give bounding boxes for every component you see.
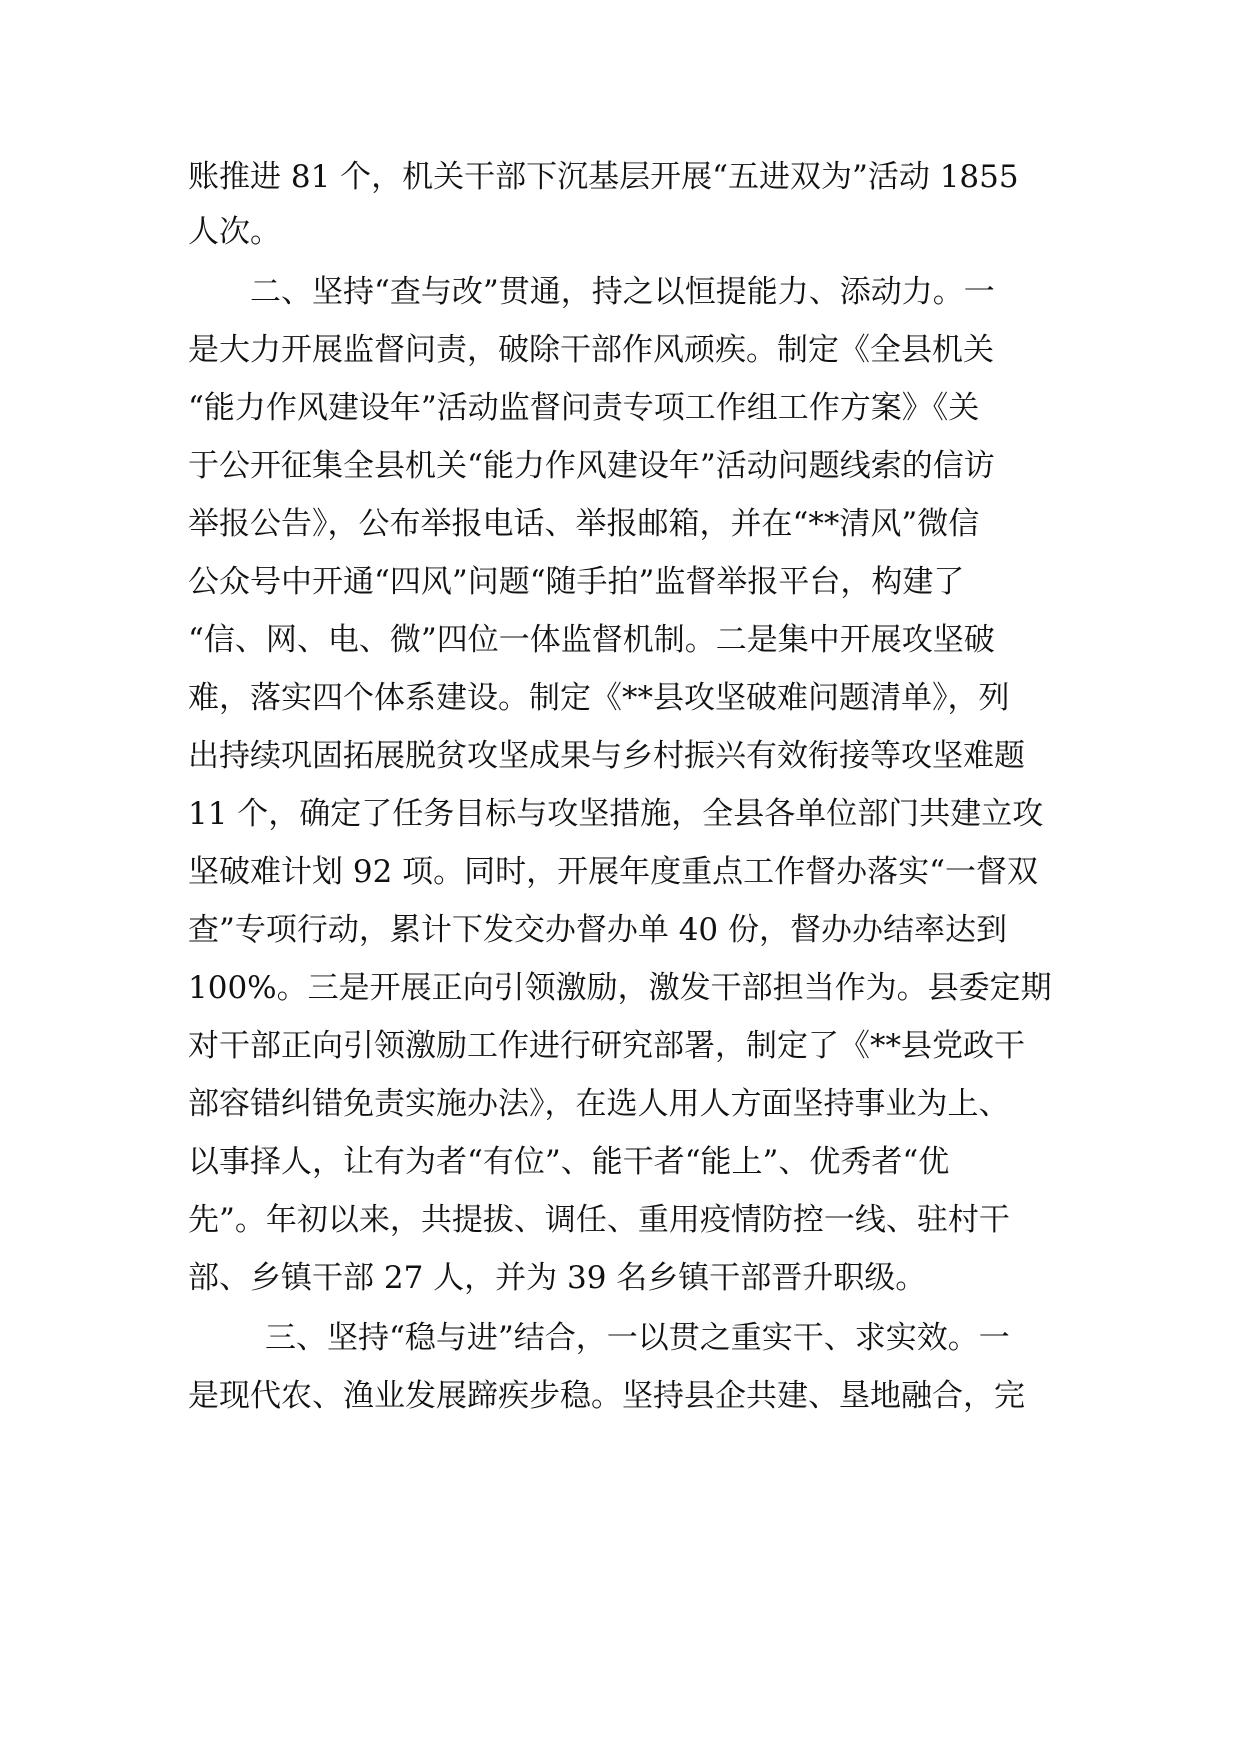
text-line: 先”。年初以来，共提拔、调任、重用疫情防控一线、驻村干 xyxy=(188,1202,1010,1238)
text-line: 举报公告》，公布举报电话、举报邮箱，并在“**清风”微信 xyxy=(188,506,980,542)
text-line: 于公开征集全县机关“能力作风建设年”活动问题线索的信访 xyxy=(188,448,995,484)
section-heading-2: 二、坚持“查与改”贯通，持之以恒提能力、添动力。一 xyxy=(250,274,995,310)
text-line: 坚破难计划 92 项。同时，开展年度重点工作督办落实“一督双 xyxy=(188,854,1038,890)
text-line: “信、网、电、微”四位一体监督机制。二是集中开展攻坚破 xyxy=(188,622,995,658)
text-line: 出持续巩固拓展脱贫攻坚成果与乡村振兴有效衔接等攻坚难题 xyxy=(188,738,1025,774)
text-line: 是现代农、渔业发展蹄疾步稳。坚持县企共建、垦地融合，完 xyxy=(188,1378,1025,1414)
section-heading-3: 三、坚持“稳与进”结合，一以贯之重实干、求实效。一 xyxy=(265,1320,1010,1356)
text-line: 账推进 81 个，机关干部下沉基层开展“五进双为”活动 1855 xyxy=(188,159,1019,195)
text-line: 100%。三是开展正向引领激励，激发干部担当作为。县委定期 xyxy=(188,970,1052,1006)
text-line: 部容错纠错免责实施办法》，在选人用人方面坚持事业为上、 xyxy=(188,1086,1010,1122)
text-line: 是大力开展监督问责，破除干部作风顽疾。制定《全县机关 xyxy=(188,332,994,368)
text-line: 查”专项行动，累计下发交办督办单 40 份，督办办结率达到 xyxy=(188,912,1007,948)
text-line: 对干部正向引领激励工作进行研究部署，制定了《**县党政干 xyxy=(188,1028,1025,1064)
text-line: “能力作风建设年”活动监督问责专项工作组工作方案》《关 xyxy=(188,390,980,426)
text-line: 人次。 xyxy=(188,214,281,250)
text-line: 以事择人，让有为者“有位”、能干者“能上”、优秀者“优 xyxy=(188,1144,950,1180)
text-line: 难，落实四个体系建设。制定《**县攻坚破难问题清单》，列 xyxy=(188,680,1010,716)
text-line: 部、乡镇干部 27 人，并为 39 名乡镇干部晋升职级。 xyxy=(188,1260,927,1296)
text-line: 11 个，确定了任务目标与攻坚措施，全县各单位部门共建立攻 xyxy=(188,796,1044,832)
text-line: 公众号中开通“四风”问题“随手拍”监督举报平台，构建了 xyxy=(188,564,965,600)
